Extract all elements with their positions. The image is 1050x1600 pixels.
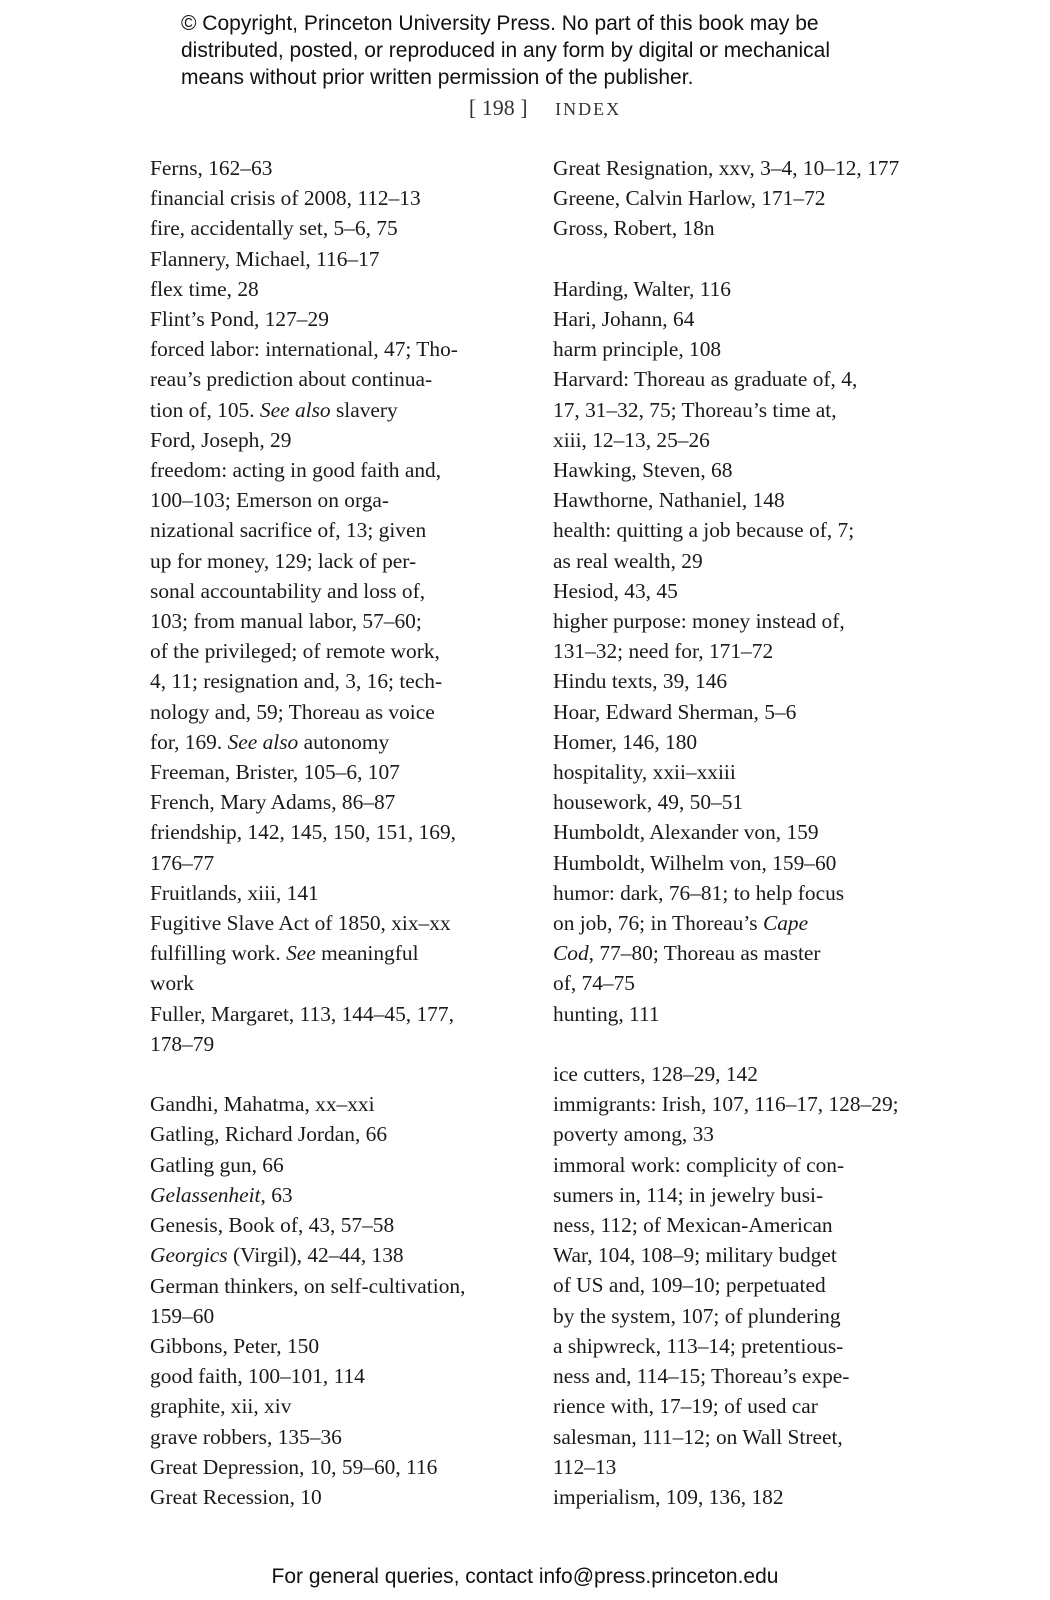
index-entry-line: humor: dark, 76–81; to help focus: [553, 880, 845, 905]
index-entry-line: rience with, 17–19; of used car: [553, 1394, 818, 1419]
index-entry: [150, 999, 510, 1059]
index-entry: [553, 1059, 923, 1089]
index-entry: [553, 304, 923, 334]
index-entry-line: ice cutters, 128–29, 142: [553, 1062, 758, 1087]
index-entry-line: salesman, 111–12; on Wall Street,: [553, 1424, 843, 1449]
index-entry: [553, 817, 923, 847]
page-number: [ 198 ]: [468, 95, 528, 120]
index-entry-line: friendship, 142, 145, 150, 151, 169,: [150, 820, 456, 845]
index-entry-line: tion of, 105. See also slavery: [150, 397, 398, 422]
index-entry: [553, 697, 923, 727]
index-entry: [553, 334, 923, 364]
index-entry: [553, 455, 923, 485]
index-column-right: [553, 153, 923, 1512]
index-entry-line: ness and, 114–15; Thoreau’s expe-: [553, 1364, 850, 1389]
index-entry: [553, 1089, 923, 1149]
index-entry-line: Gibbons, Peter, 150: [150, 1333, 320, 1358]
index-entry-line: Georgics (Virgil), 42–44, 138: [150, 1243, 404, 1268]
index-entry-line: German thinkers, on self-cultivation,: [150, 1273, 466, 1298]
index-entry-line: 159–60: [150, 1303, 215, 1328]
index-entry-line: housework, 49, 50–51: [553, 790, 744, 815]
index-entry-line: 100–103; Emerson on orga-: [150, 488, 390, 513]
copyright-notice: [181, 10, 901, 91]
index-entry: [553, 606, 923, 666]
index-entry-line: 176–77: [150, 850, 215, 875]
index-entry-line: harm principle, 108: [553, 337, 722, 362]
index-entry: [150, 787, 510, 817]
index-entry-line: War, 104, 108–9; military budget: [553, 1243, 837, 1268]
index-entry-line: of, 74–75: [553, 971, 635, 996]
index-entry-line: Harvard: Thoreau as graduate of, 4,: [553, 367, 858, 392]
index-entry: [150, 1391, 510, 1421]
index-entry-line: Humboldt, Wilhelm von, 159–60: [553, 850, 837, 875]
index-entry-line: Freeman, Brister, 105–6, 107: [150, 760, 400, 785]
index-entry-line: Great Recession, 10: [150, 1484, 322, 1509]
index-entry: [150, 1422, 510, 1452]
letter-group-gap: [553, 244, 923, 274]
index-entry: [553, 666, 923, 696]
index-entry: [150, 1331, 510, 1361]
index-entry: [150, 878, 510, 908]
index-entry-line: Greene, Calvin Harlow, 171–72: [553, 186, 826, 211]
index-entry-line: Harding, Walter, 116: [553, 276, 732, 301]
index-entry: [553, 274, 923, 304]
index-entry-line: 112–13: [553, 1454, 617, 1479]
index-entry: [150, 304, 510, 334]
index-entry-line: of the privileged; of remote work,: [150, 639, 440, 664]
index-entry: [150, 1361, 510, 1391]
index-entry-line: Ford, Joseph, 29: [150, 427, 292, 452]
copyright-line: distributed, posted, or reproduced in any form by digital or mechanical: [181, 39, 831, 62]
index-entry-line: financial crisis of 2008, 112–13: [150, 186, 421, 211]
index-entry: [553, 153, 923, 183]
index-entry: [150, 817, 510, 877]
index-entry-line: Gelassenheit, 63: [150, 1182, 293, 1207]
index-entry-line: hunting, 111: [553, 1001, 660, 1026]
index-entry-line: forced labor: international, 47; Tho-: [150, 337, 458, 362]
index-entry-line: 178–79: [150, 1031, 215, 1056]
index-entry: [150, 1210, 510, 1240]
index-entry-line: hospitality, xxii–xxiii: [553, 760, 736, 785]
index-entry-line: Cod, 77–80; Thoreau as master: [553, 941, 821, 966]
index-entry-line: good faith, 100–101, 114: [150, 1364, 365, 1389]
index-entry: [553, 727, 923, 757]
index-entry-line: Flannery, Michael, 116–17: [150, 246, 380, 271]
index-entry-line: on job, 76; in Thoreau’s Cape: [553, 911, 809, 936]
index-entry: [553, 576, 923, 606]
index-entry: [150, 274, 510, 304]
section-title: INDEX: [555, 99, 622, 119]
index-entry-line: Gatling gun, 66: [150, 1152, 284, 1177]
letter-group-gap: [150, 1059, 510, 1089]
index-entry-line: xiii, 12–13, 25–26: [553, 427, 710, 452]
index-entry-line: 17, 31–32, 75; Thoreau’s time at,: [553, 397, 837, 422]
index-entry: [553, 848, 923, 878]
index-entry-line: 103; from manual labor, 57–60;: [150, 609, 422, 634]
index-entry: [553, 878, 923, 999]
index-entry-line: French, Mary Adams, 86–87: [150, 790, 396, 815]
index-entry-line: Ferns, 162–63: [150, 156, 273, 180]
index-entry-line: Humboldt, Alexander von, 159: [553, 820, 819, 845]
index-entry-line: by the system, 107; of plundering: [553, 1303, 841, 1328]
index-entry-line: higher purpose: money instead of,: [553, 609, 845, 634]
index-entry-line: Hawking, Steven, 68: [553, 458, 733, 483]
index-entry: [553, 213, 923, 243]
index-entry-line: Homer, 146, 180: [553, 729, 698, 754]
index-entry-line: Fugitive Slave Act of 1850, xix–xx: [150, 911, 451, 936]
index-column-left: [150, 153, 510, 1512]
index-entry-line: health: quitting a job because of, 7;: [553, 518, 855, 543]
index-entry-line: Gatling, Richard Jordan, 66: [150, 1122, 388, 1147]
index-entry-line: nology and, 59; Thoreau as voice: [150, 699, 435, 724]
index-entry: [553, 515, 923, 575]
copyright-line: © Copyright, Princeton University Press. No part of this book may be: [181, 12, 819, 35]
running-head: [0, 95, 1050, 121]
index-entry: [150, 757, 510, 787]
index-entry: [150, 153, 510, 183]
index-entry-line: fire, accidentally set, 5–6, 75: [150, 216, 398, 241]
index-entry-line: 131–32; need for, 171–72: [553, 639, 774, 664]
index-entry: [553, 999, 923, 1029]
index-entry: [553, 183, 923, 213]
index-entry-line: Hindu texts, 39, 146: [553, 669, 728, 694]
index-entry: [150, 1119, 510, 1149]
index-entry: [553, 364, 923, 455]
index-entry: [150, 1452, 510, 1482]
index-entry-line: Hawthorne, Nathaniel, 148: [553, 488, 785, 513]
index-entry: [150, 1150, 510, 1180]
index-entry: [150, 213, 510, 243]
index-entry-line: graphite, xii, xiv: [150, 1394, 292, 1419]
index-entry-line: up for money, 129; lack of per-: [150, 548, 417, 573]
index-entry: [150, 183, 510, 213]
index-entry-line: Hesiod, 43, 45: [553, 578, 678, 603]
index-entry-line: imperialism, 109, 136, 182: [553, 1484, 784, 1509]
index-entry: [553, 1482, 923, 1512]
index-entry-line: nizational sacrifice of, 13; given: [150, 518, 427, 543]
index-entry-line: flex time, 28: [150, 276, 259, 301]
index-entry-line: 4, 11; resignation and, 3, 16; tech-: [150, 669, 443, 694]
index-entry: [553, 757, 923, 787]
index-entry-line: Gandhi, Mahatma, xx–xxi: [150, 1092, 375, 1117]
index-entry-line: work: [150, 971, 194, 996]
index-entry-line: Genesis, Book of, 43, 57–58: [150, 1213, 395, 1238]
index-entry-line: of US and, 109–10; perpetuated: [553, 1273, 826, 1298]
index-entry: [553, 485, 923, 515]
index-entry: [150, 1089, 510, 1119]
index-entry: [150, 425, 510, 455]
index-entry-line: Hoar, Edward Sherman, 5–6: [553, 699, 797, 724]
footer-contact: For general queries, contact info@press.princeton.edu: [271, 1565, 779, 1588]
index-entry: [150, 1271, 510, 1331]
index-entry-line: a shipwreck, 113–14; pretentious-: [553, 1333, 844, 1358]
index-entry-line: ness, 112; of Mexican-American: [553, 1213, 833, 1238]
index-entry-line: freedom: acting in good faith and,: [150, 458, 442, 483]
index-entry: [150, 908, 510, 938]
letter-group-gap: [553, 1029, 923, 1059]
index-entry-line: for, 169. See also autonomy: [150, 729, 390, 754]
index-entry-line: Gross, Robert, 18n: [553, 216, 715, 241]
index-entry: [150, 1180, 510, 1210]
index-entry-line: grave robbers, 135–36: [150, 1424, 342, 1449]
index-entry-line: reau’s prediction about continua-: [150, 367, 433, 392]
index-entry: [553, 1150, 923, 1482]
index-entry: [150, 334, 510, 425]
index-entry: [150, 938, 510, 998]
index-entry-line: Fuller, Margaret, 113, 144–45, 177,: [150, 1001, 454, 1026]
index-entry-line: immigrants: Irish, 107, 116–17, 128–29;: [553, 1092, 899, 1117]
index-entry-line: fulfilling work. See meaningful: [150, 941, 419, 966]
index-entry-line: Great Resignation, xxv, 3–4, 10–12, 177: [553, 156, 900, 180]
index-entry-line: Fruitlands, xiii, 141: [150, 880, 319, 905]
index-entry-line: as real wealth, 29: [553, 548, 703, 573]
index-entry-line: sonal accountability and loss of,: [150, 578, 426, 603]
index-entry-line: Flint’s Pond, 127–29: [150, 307, 329, 332]
index-entry: [150, 455, 510, 757]
index-entry-line: poverty among, 33: [553, 1122, 714, 1147]
index-entry-line: Hari, Johann, 64: [553, 307, 695, 331]
index-entry: [150, 244, 510, 274]
index-entry: [150, 1482, 510, 1512]
index-entry-line: sumers in, 114; in jewelry busi-: [553, 1182, 824, 1207]
index-entry-line: Great Depression, 10, 59–60, 116: [150, 1454, 438, 1479]
index-entry: [150, 1240, 510, 1270]
copyright-line: means without prior written permission of the publisher.: [181, 66, 694, 89]
index-entry: [553, 787, 923, 817]
index-entry-line: immoral work: complicity of con-: [553, 1152, 845, 1177]
